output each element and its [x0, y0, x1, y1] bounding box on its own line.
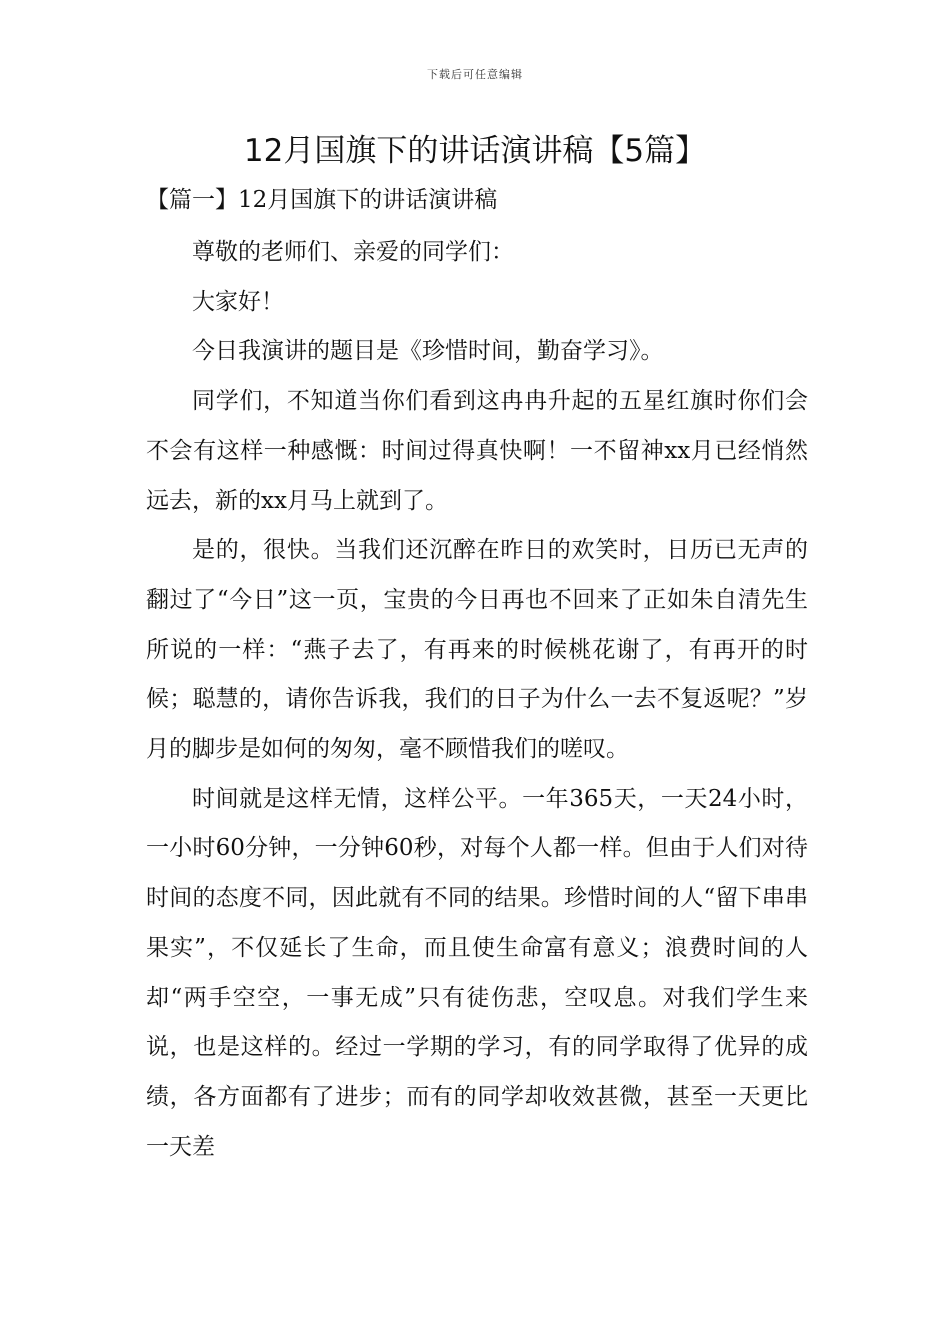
greeting-paragraph: 大家好！	[192, 288, 284, 315]
salutation-paragraph: 尊敬的老师们、亲爱的同学们：	[192, 239, 514, 265]
body-paragraph: 同学们，不知道当你们看到这冉冉升起的五星红旗时你们会不会有这样一种感慨：时间过得真快啊！一不留神xx月已经悄然远去，新的xx月马上就到了。	[146, 388, 808, 514]
section-heading: 【篇一】12月国旗下的讲话演讲稿	[146, 187, 498, 213]
page-header-note: 下载后可任意编辑	[427, 68, 523, 81]
topic-paragraph: 今日我演讲的题目是《珍惜时间，勤奋学习》。	[192, 338, 664, 365]
body-paragraph: 是的，很快。当我们还沉醉在昨日的欢笑时，日历已无声的翻过了“今日”这一页，宝贵的今日再也不回来了正如朱自清先生所说的一样：“燕子去了，有再来的时候桃花谢了，有再开的时候；聪慧的，请你告诉我，我们的日子为什么一去不复返呢？”岁月的脚步是如何的匆匆，毫不顾惜我们的嗟叹。	[146, 537, 808, 763]
body-paragraph: 时间就是这样无情，这样公平。一年365天，一天24小时，一小时60分钟，一分钟60秒，对每个人都一样。但由于人们对待时间的态度不同，因此就有不同的结果。珍惜时间的人“留下串串果实”，不仅延长了生命，而且使生命富有意义；浪费时间的人却“两手空空，一事无成”只有徒伤悲，空叹息。对我们学生来说，也是这样的。经过一学期的学习，有的同学取得了优异的成绩，各方面都有了进步；而有的同学却收效甚微，甚至一天更比一天差	[146, 785, 808, 1160]
document-title: 12月国旗下的讲话演讲稿【5篇】	[243, 133, 707, 169]
document-body	[146, 178, 808, 1172]
